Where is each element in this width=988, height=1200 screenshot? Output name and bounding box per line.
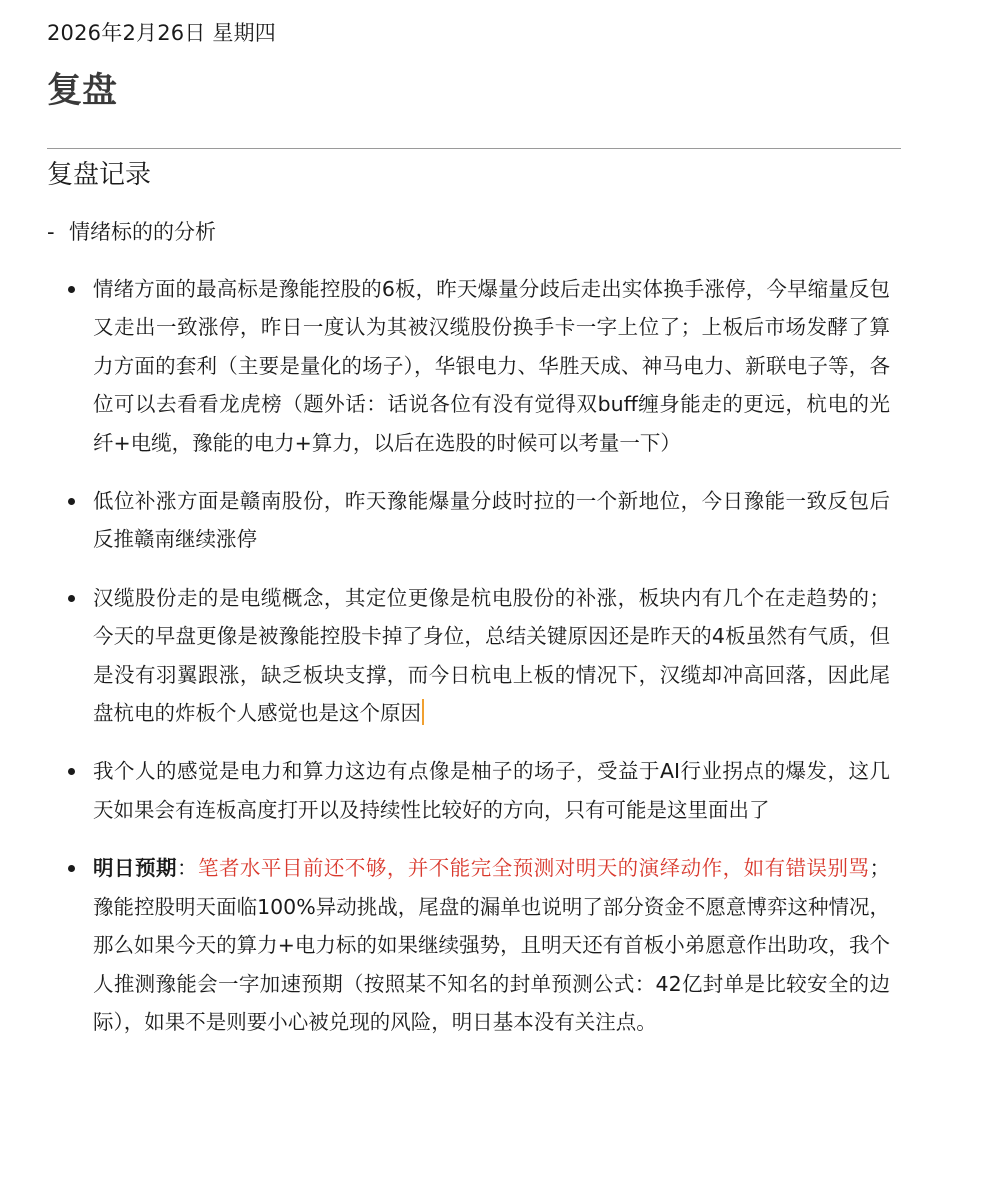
warning-text: 笔者水平目前还不够，并不能完全预测对明天的演绎动作，如有错误别骂	[197, 856, 870, 881]
list-item-text: 汉缆股份走的是电缆概念，其定位更像是杭电股份的补涨，板块内有几个在走趋势的；今天的早盘更像是被豫能控股卡掉了身位，总结关键原因还是昨天的4板虽然有气质，但是没有羽翼跟涨，缺乏板块支撑，而今日杭电上板的情况下，汉缆却冲高回落，因此尾盘杭电的炸板个人感觉也是这个原因	[93, 585, 890, 726]
dash-marker: -	[47, 220, 55, 244]
list-item-text: ；豫能控股明天面临100%异动挑战，尾盘的漏单也说明了部分资金不愿意博弈这种情况，那么如果今天的算力+电力标的如果继续强势，且明天还有首板小弟愿意作出助攻，我个人推测豫能会一字加速预期（按照某不知名的封单预测公式：42亿封单是比较安全的边际），如果不是则要小心被兑现的风险，明日基本没有关注点。	[93, 856, 891, 1034]
bullet-dot-icon	[68, 286, 75, 293]
list-item-text: 我个人的感觉是电力和算力这边有点像是柚子的场子，受益于AI行业拐点的爆发，这几天如果会有连板高度打开以及持续性比较好的方向，只有可能是这里面出了	[93, 759, 890, 822]
list-item-text: 情绪方面的最高标是豫能控股的6板，昨天爆量分歧后走出实体换手涨停，今早缩量反包又走出一致涨停，昨日一度认为其被汉缆股份换手卡一字上位了；上板后市场发酵了算力方面的套利（主要是量化的场子），华银电力、华胜天成、神马电力、新联电子等，各位可以去看看龙虎榜（题外话：话说各位有没有觉得双buff缠身能走的更远，杭电的光纤+电缆，豫能的电力+算力，以后在选股的时候可以考量一下）	[93, 277, 890, 455]
list-item[interactable]	[60, 752, 890, 829]
bullet-dot-icon	[68, 595, 75, 602]
page-title: 复盘	[47, 71, 118, 111]
dash-item-text: 情绪标的的分析	[69, 220, 216, 244]
list-item[interactable]	[60, 579, 890, 733]
date-line: 2026年2月26日 星期四	[47, 21, 277, 45]
list-item[interactable]	[60, 482, 890, 559]
text-cursor	[422, 699, 424, 725]
prediction-label: 明日预期	[93, 856, 177, 881]
dash-list-item[interactable]	[47, 216, 216, 248]
bullet-dot-icon	[68, 768, 75, 775]
bullet-list	[60, 270, 890, 1061]
bullet-dot-icon	[68, 865, 75, 872]
bullet-dot-icon	[68, 498, 75, 505]
section-heading: 复盘记录	[47, 160, 152, 190]
list-item-text: 低位补涨方面是赣南股份，昨天豫能爆量分歧时拉的一个新地位，今日豫能一致反包后反推赣南继续涨停	[93, 489, 890, 552]
label-separator: ：	[176, 856, 198, 881]
list-item[interactable]	[60, 270, 890, 462]
divider	[47, 148, 901, 149]
list-item[interactable]	[60, 849, 890, 1041]
